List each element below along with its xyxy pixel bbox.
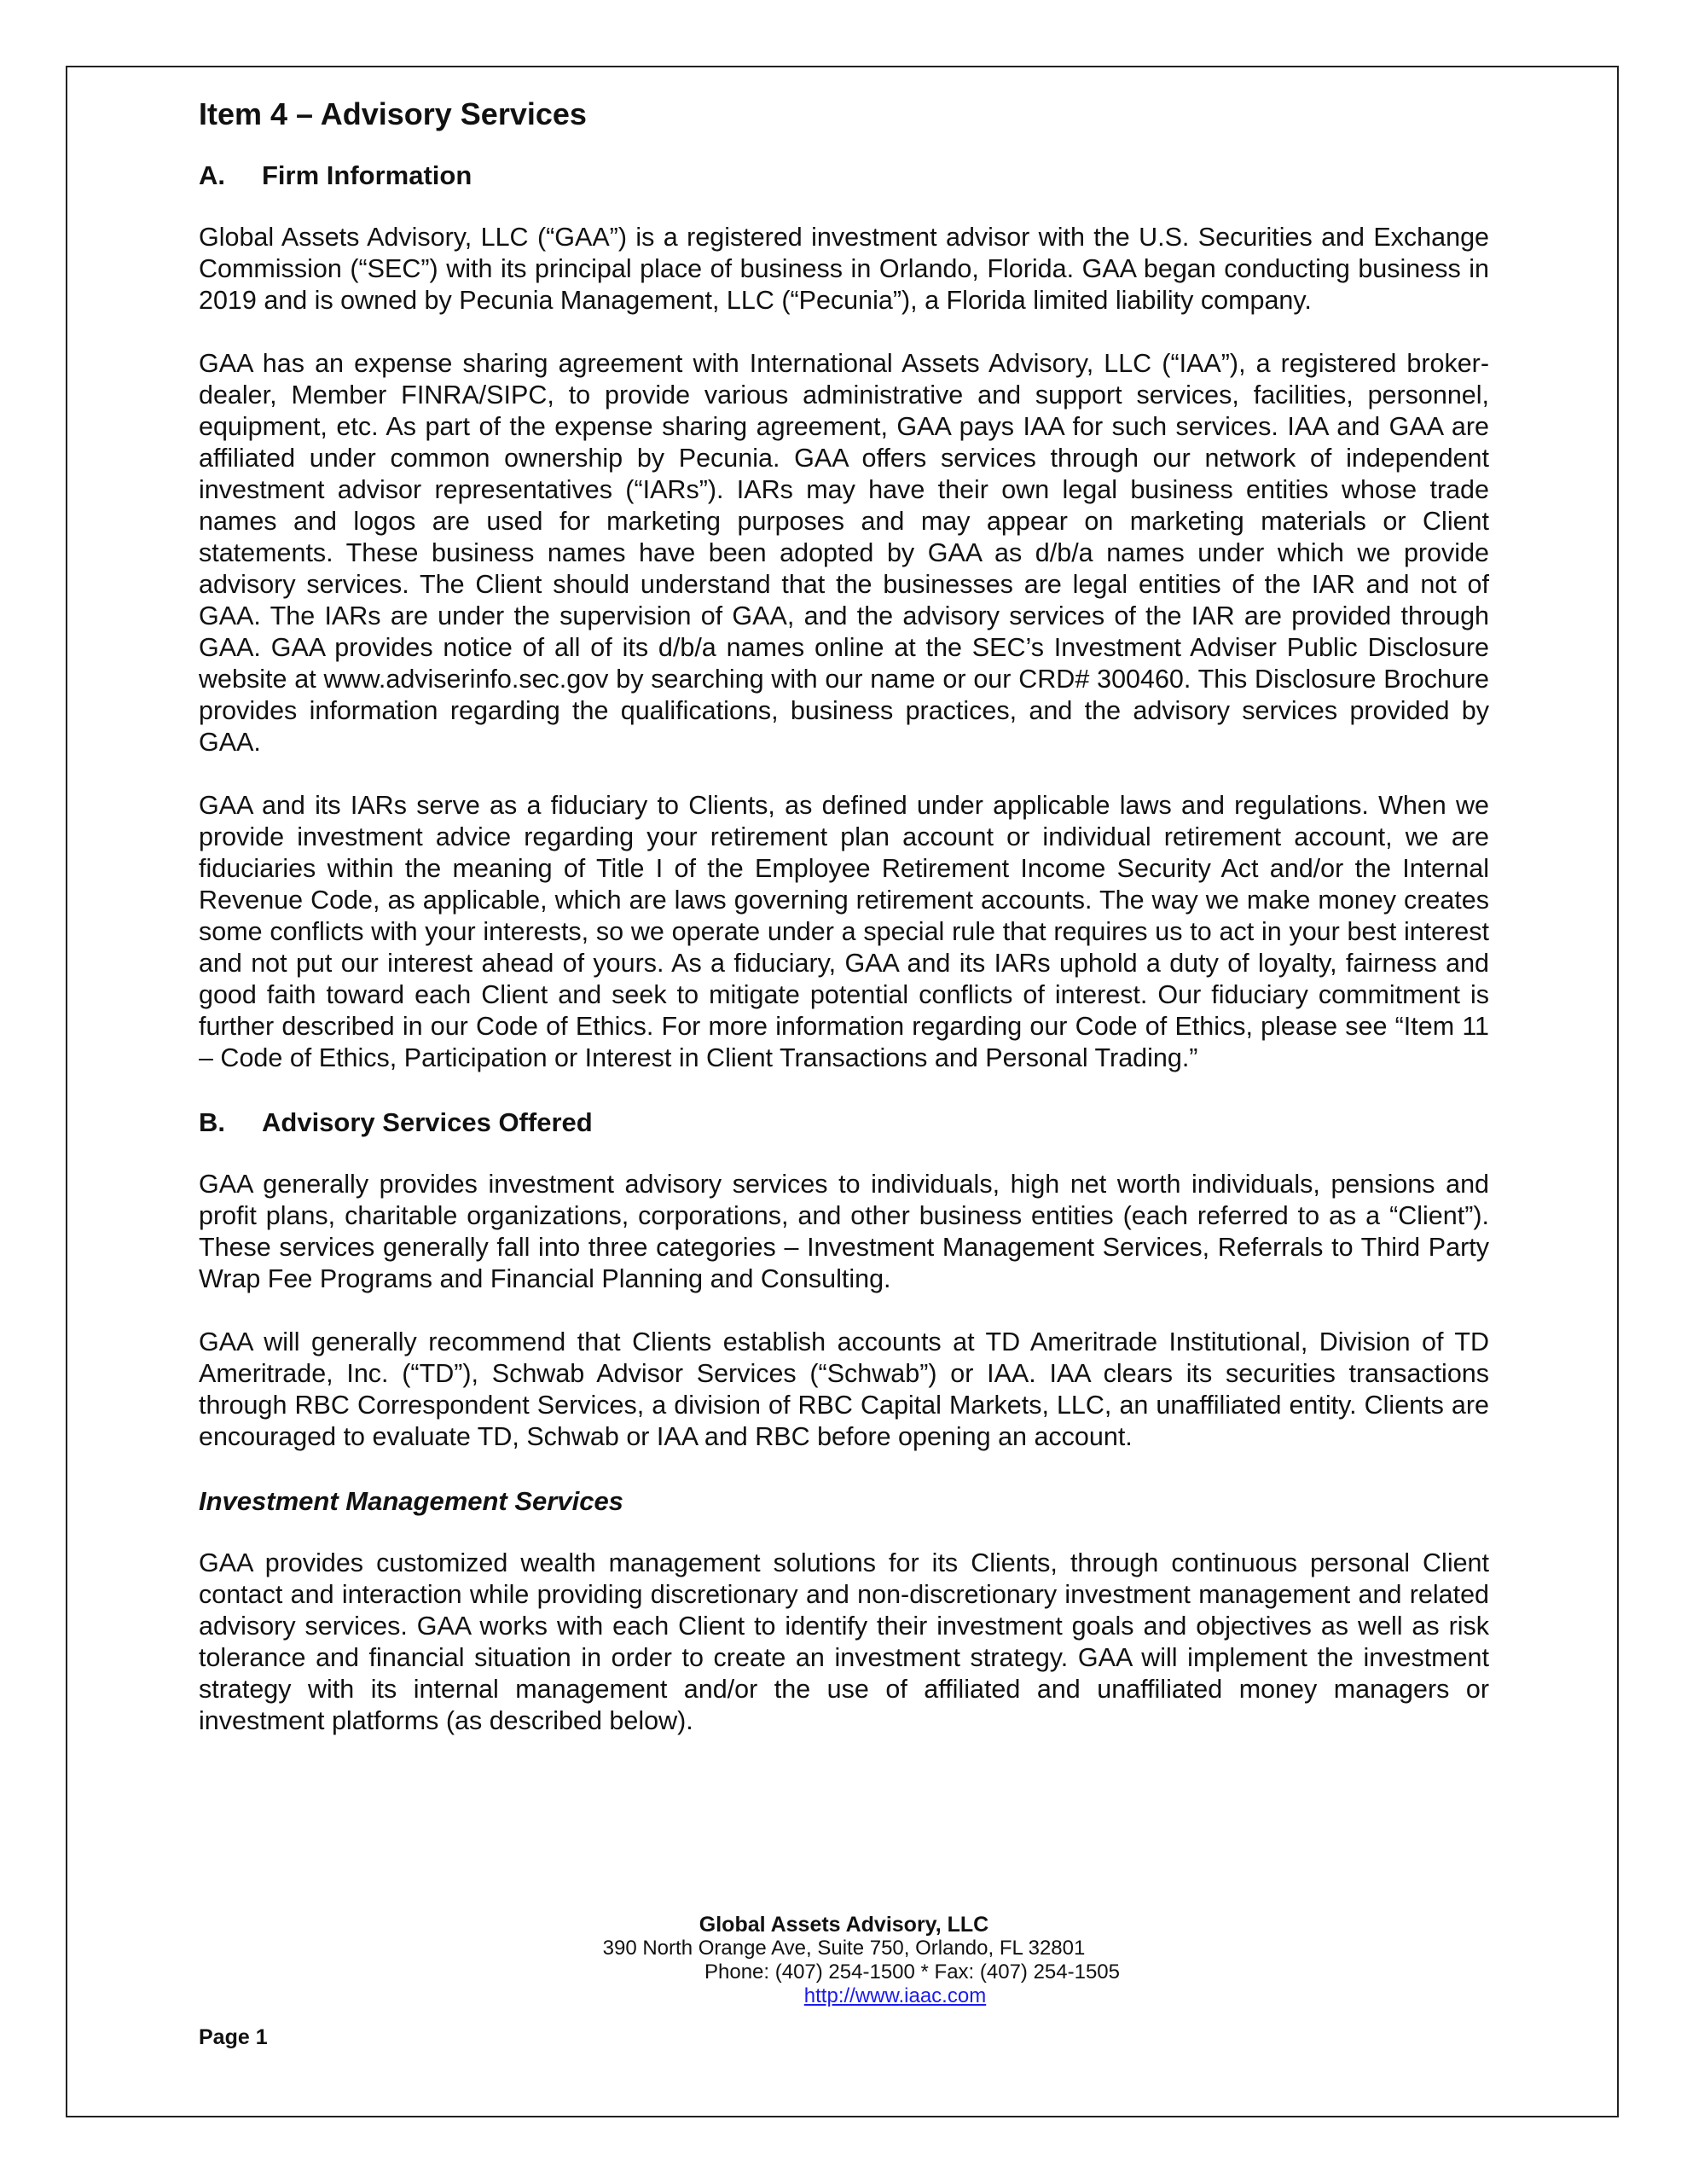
paragraph-services-overview: GAA generally provides investment advisory services to individuals, high net worth individuals, pensions and profit plans, charitable organizations, corporations, and other business entities (each referred to as a “Client”). These services generally fall into three categories – Investment Management Services, Referrals to Third Party Wrap Fee Programs and Financial Planning and Consulting. <box>199 1170 1489 1293</box>
page-number: Page 1 <box>199 2025 268 2049</box>
footer-phone: Phone: (407) 254-1500 * Fax: (407) 254-1505 <box>704 1960 1120 1984</box>
section-title: Firm Information <box>262 160 472 190</box>
document-body <box>199 96 1489 1769</box>
footer-website-link[interactable]: http://www.iaac.com <box>803 1984 987 2007</box>
section-title: Advisory Services Offered <box>262 1107 593 1137</box>
section-heading-firm-information <box>199 159 1489 193</box>
section-letter: B. <box>199 1107 225 1137</box>
paragraph-expense-sharing: GAA has an expense sharing agreement with International Assets Advisory, LLC (“IAA”), a registered broker-dealer, Member FINRA/SIPC, to provide various administrative and support services, facilities, personnel, equipment, etc. As part of the expense sharing agreement, GAA pays IAA for such services. IAA and GAA are affiliated under common ownership by Pecunia. GAA offers services through our network of independent investment advisor representatives (“IARs”). IARs may have their own legal business entities whose trade names and logos are used for marketing purposes and may appear on marketing materials or Client statements. These business names have been adopted by GAA as d/b/a names under which we provide advisory services. The Client should understand that the businesses are legal entities of the IAR and not of GAA. The IARs are under the supervision of GAA, and the advisory services of the IAR are provided through GAA. GAA provides notice of all of its d/b/a names online at the SEC’s Investment Adviser Public Disclosure website at www.adviserinfo.sec.gov by searching with our name or our CRD# 300460. This Disclosure Brochure provides information regarding the qualifications, business practices, and the advisory services provided by GAA. <box>199 349 1489 757</box>
footer-address: 390 North Orange Ave, Suite 750, Orlando, FL 32801 <box>602 1937 1086 1960</box>
paragraph-fiduciary: GAA and its IARs serve as a fiduciary to Clients, as defined under applicable laws and regulations. When we provide investment advice regarding your retirement plan account or individual retirement account, we are fiduciaries within the meaning of Title I of the Employee Retirement Income Security Act and/or the Internal Revenue Code, as applicable, which are laws governing retirement accounts. The way we make money creates some conflicts with your interests, so we operate under a special rule that requires us to act in your best interest and not put our interest ahead of yours. As a fiduciary, GAA and its IARs uphold a duty of loyalty, fairness and good faith toward each Client and seek to mitigate potential conflicts of interest. Our fiduciary commitment is further described in our Code of Ethics. For more information regarding our Code of Ethics, please see “Item 11 – Code of Ethics, Participation or Interest in Client Transactions and Personal Trading.” <box>199 791 1489 1072</box>
page-title: Item 4 – Advisory Services <box>199 96 587 131</box>
section-letter: A. <box>199 160 225 190</box>
paragraph-custodians: GAA will generally recommend that Clients establish accounts at TD Ameritrade Institutional, Division of TD Ameritrade, Inc. (“TD”), Schwab Advisor Services (“Schwab”) or IAA. IAA clears its securities transactions through RBC Correspondent Services, a division of RBC Capital Markets, LLC, an unaffiliated entity. Clients are encouraged to evaluate TD, Schwab or IAA and RBC before opening an account. <box>199 1327 1489 1451</box>
paragraph-investment-management: GAA provides customized wealth management solutions for its Clients, through continuous personal Client contact and interaction while providing discretionary and non-discretionary investment management and related advisory services. GAA works with each Client to identify their investment goals and objectives as well as risk tolerance and financial situation in order to create an investment strategy. GAA will implement the investment strategy with its internal management and/or the use of affiliated and unaffiliated money managers or investment platforms (as described below). <box>199 1548 1489 1735</box>
page-footer <box>199 1913 1489 2008</box>
footer-company-name: Global Assets Advisory, LLC <box>699 1913 989 1937</box>
subheading-investment-management: Investment Management Services <box>199 1486 623 1516</box>
section-heading-advisory-services <box>199 1106 1489 1140</box>
paragraph-firm-intro: Global Assets Advisory, LLC (“GAA”) is a registered investment advisor with the U.S. Securities and Exchange Commission (“SEC”) with its principal place of business in Orlando, Florida. GAA began conducting business in 2019 and is owned by Pecunia Management, LLC (“Pecunia”), a Florida limited liability company. <box>199 223 1489 315</box>
